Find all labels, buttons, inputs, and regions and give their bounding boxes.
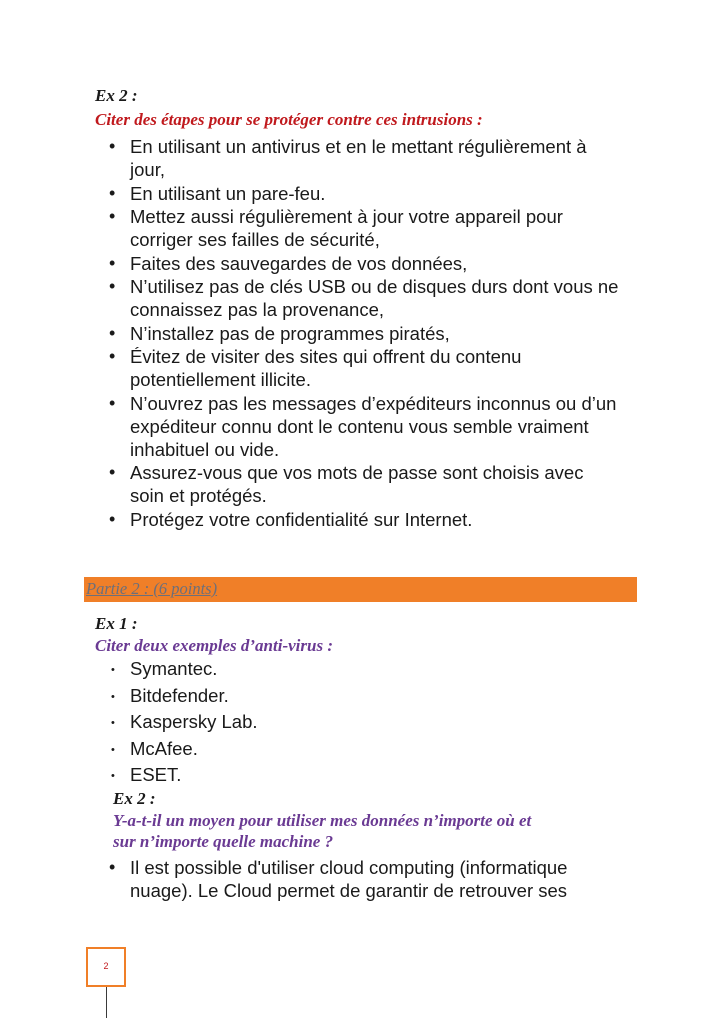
list-item: • Symantec.: [97, 656, 497, 683]
cloud-answer: [97, 856, 602, 903]
list-item: • Mettez aussi régulièrement à jour votre appareil pour corriger ses failles de sécurité,: [97, 205, 622, 251]
list-item: • Évitez de visiter des sites qui offrent du contenu potentiellement illicite.: [97, 345, 622, 391]
ex2-label: Ex 2 :: [95, 86, 138, 105]
list-item: • N’utilisez pas de clés USB ou de disques durs dont vous ne connaissez pas la provenance,: [97, 275, 622, 321]
list-item: • Il est possible d'utiliser cloud computing (informatique nuage). Le Cloud permet de garantir de retrouver ses: [97, 856, 602, 902]
part2-header-bar: [84, 577, 637, 602]
ex2b-question-line1: Y-a-t-il un moyen pour utiliser mes données n’importe où et: [113, 811, 532, 830]
page-number: 2: [103, 961, 109, 971]
list-item: • En utilisant un pare-feu.: [97, 182, 622, 205]
ex1-label: Ex 1 :: [95, 614, 138, 633]
list-item: • N’ouvrez pas les messages d’expéditeurs inconnus ou d’un expéditeur connu dont le contenu vous semble vraiment inhabituel ou vide.: [97, 392, 622, 461]
footer-divider-line: [106, 987, 107, 1018]
list-item: • Assurez-vous que vos mots de passe sont choisis avec soin et protégés.: [97, 461, 622, 507]
list-item: • Bitdefender.: [97, 683, 497, 710]
list-item: • McAfee.: [97, 736, 497, 763]
protection-steps-list: [97, 135, 622, 531]
list-item: • ESET.: [97, 762, 497, 789]
page-number-box: [86, 947, 126, 987]
ex2b-label: Ex 2 :: [113, 789, 156, 808]
antivirus-list: [97, 656, 497, 789]
ex1-question: Citer deux exemples d’anti-virus :: [95, 636, 333, 655]
list-item: • Protégez votre confidentialité sur Internet.: [97, 508, 622, 531]
list-item: • N’installez pas de programmes piratés,: [97, 322, 622, 345]
ex2-question: Citer des étapes pour se protéger contre ces intrusions :: [95, 110, 483, 129]
list-item: • En utilisant un antivirus et en le mettant régulièrement à jour,: [97, 135, 622, 181]
list-item: • Kaspersky Lab.: [97, 709, 497, 736]
part2-title: Partie 2 : (6 points): [86, 579, 218, 598]
ex2b-question-line2: sur n’importe quelle machine ?: [113, 832, 334, 851]
list-item: • Faites des sauvegardes de vos données,: [97, 252, 622, 275]
